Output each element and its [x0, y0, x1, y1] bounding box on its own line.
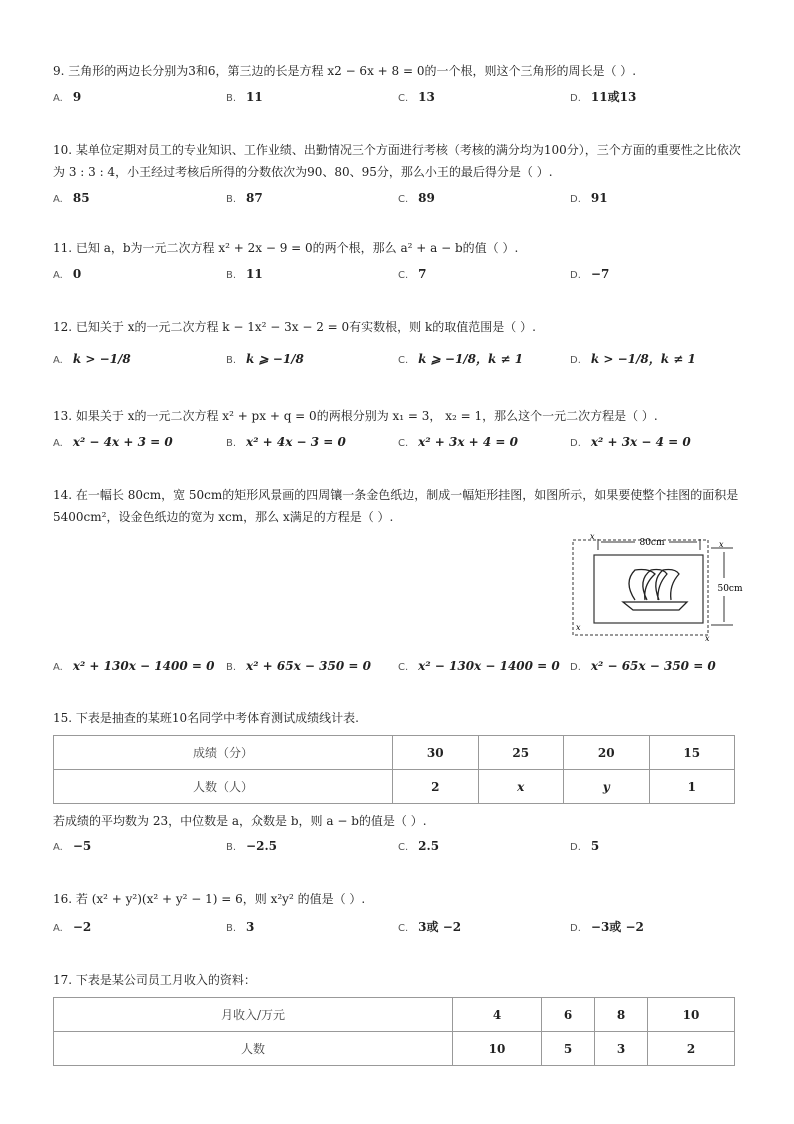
x-label: x: [705, 634, 710, 643]
option-b[interactable]: B. 11: [226, 90, 263, 104]
option-d[interactable]: D. −7: [570, 267, 610, 281]
outer-frame: [573, 540, 708, 635]
options: [53, 655, 743, 677]
options: [53, 187, 743, 209]
option-d[interactable]: D. 5: [570, 839, 600, 853]
options: [53, 263, 743, 285]
option-c[interactable]: C. x² + 3x + 4 = 0: [398, 435, 519, 449]
option-c[interactable]: C. k ⩾ −1/8，k ≠ 1: [398, 352, 524, 366]
option-b[interactable]: B. x² + 4x − 3 = 0: [226, 435, 346, 449]
options: [53, 835, 743, 857]
options: [53, 86, 743, 108]
option-a[interactable]: A. x² − 4x + 3 = 0: [53, 435, 173, 449]
question-14-options: [53, 655, 743, 677]
picture-frame-figure: [563, 530, 743, 650]
table-header-cell: 月收入/万元: [54, 998, 453, 1032]
score-table: [53, 735, 735, 804]
question-11: [53, 237, 743, 285]
table-cell: 2: [648, 1032, 735, 1066]
table-header-cell: 人数（人）: [54, 770, 393, 804]
option-b[interactable]: B. x² + 65x − 350 = 0: [226, 659, 371, 673]
option-b[interactable]: B. −2.5: [226, 839, 277, 853]
question-16: [53, 888, 743, 938]
table-header-cell: 成绩（分）: [54, 736, 393, 770]
option-d[interactable]: D. 11或13: [570, 90, 637, 104]
option-a[interactable]: A. 9: [53, 90, 82, 104]
question-15: [53, 707, 743, 729]
option-d[interactable]: D. k > −1/8，k ≠ 1: [570, 352, 696, 366]
options: [53, 916, 743, 938]
x-label: x: [576, 623, 581, 632]
income-table: [53, 997, 735, 1066]
option-b[interactable]: B. 87: [226, 191, 263, 205]
option-a[interactable]: A. k > −1/8: [53, 352, 131, 366]
table-row: [54, 998, 735, 1032]
sailboat-drawing: [623, 570, 687, 611]
question-stem: 10. 某单位定期对员工的专业知识、工作业绩、出勤情况三个方面进行考核（考核的满分均为100分），三个方面的重要性之比依次为 3 : 3 : 4，小王经过考核后所得的分数依次为90、80、95分，那么小王的最后得分是（ ）.: [53, 143, 741, 179]
question-stem: 12. 已知关于 x的一元二次方程 k − 1x² − 3x − 2 = 0有实数根，则 k的取值范围是（ ）.: [53, 320, 536, 334]
question-stem: 16. 若 (x² + y²)(x² + y² − 1) = 6，则 x²y² 的值是（ ）.: [53, 892, 366, 906]
options: [53, 431, 743, 453]
table-cell: x: [478, 770, 564, 804]
option-a[interactable]: A. −5: [53, 839, 92, 853]
option-c[interactable]: C. 2.5: [398, 839, 440, 853]
option-c[interactable]: C. 89: [398, 191, 435, 205]
length-label: 80cm: [639, 538, 665, 548]
x-label: x: [719, 540, 724, 549]
option-b[interactable]: B. 11: [226, 267, 263, 281]
option-c[interactable]: C. x² − 130x − 1400 = 0: [398, 659, 560, 673]
question-13: [53, 405, 743, 453]
table-cell: 6: [542, 998, 595, 1032]
table-header-cell: 人数: [54, 1032, 453, 1066]
option-c[interactable]: C. 7: [398, 267, 427, 281]
question-stem: 9. 三角形的两边长分别为3和6，第三边的长是方程 x2 − 6x + 8 = 0的一个根，则这个三角形的周长是（ ）.: [53, 64, 637, 78]
table-cell: 8: [595, 998, 648, 1032]
table-cell: 30: [393, 736, 479, 770]
options: [53, 348, 743, 370]
table-cell: 4: [453, 998, 542, 1032]
question-stem: 17. 下表是某公司员工月收入的资料：: [53, 973, 256, 987]
question-9: [53, 60, 743, 108]
x-label: x: [590, 532, 595, 541]
table-cell: y: [564, 770, 650, 804]
option-a[interactable]: A. x² + 130x − 1400 = 0: [53, 659, 215, 673]
question-stem: 14. 在一幅长 80cm，宽 50cm的矩形风景画的四周镶一条金色纸边，制成一幅矩形挂图，如图所示，如果要使整个挂图的面积是 5400cm²，设金色纸边的宽为 xcm，那么 x满足的方程是（ ）.: [53, 488, 739, 524]
question-stem: 15. 下表是抽查的某班10名同学中考体育测试成绩线计表.: [53, 711, 359, 725]
option-d[interactable]: D. x² + 3x − 4 = 0: [570, 435, 691, 449]
question-15-after: [53, 810, 743, 857]
table-row: [54, 770, 735, 804]
table-cell: 20: [564, 736, 650, 770]
painting-border: [594, 555, 703, 623]
question-10: [53, 139, 743, 209]
table-cell: 2: [393, 770, 479, 804]
option-d[interactable]: D. 91: [570, 191, 608, 205]
question-stem: 11. 已知 a，b为一元二次方程 x² + 2x − 9 = 0的两个根，那么 a² + a − b的值（ ）.: [53, 241, 519, 255]
table-cell: 10: [453, 1032, 542, 1066]
table-cell: 1: [649, 770, 735, 804]
table-cell: 15: [649, 736, 735, 770]
option-c[interactable]: C. 3或 −2: [398, 920, 462, 934]
option-b[interactable]: B. k ⩾ −1/8: [226, 352, 304, 366]
option-d[interactable]: D. x² − 65x − 350 = 0: [570, 659, 716, 673]
question-stem: 13. 如果关于 x的一元二次方程 x² + px + q = 0的两根分别为 x₁ = 3， x₂ = 1，那么这个一元二次方程是（ ）.: [53, 409, 658, 423]
option-a[interactable]: A. 0: [53, 267, 82, 281]
question-12: [53, 316, 743, 370]
option-a[interactable]: A. 85: [53, 191, 90, 205]
table-row: [54, 736, 735, 770]
table-row: [54, 1032, 735, 1066]
question-17: [53, 969, 743, 991]
table-cell: 10: [648, 998, 735, 1032]
table-cell: 5: [542, 1032, 595, 1066]
question-text: 若成绩的平均数为 23，中位数是 a，众数是 b，则 a − b的值是（ ）.: [53, 814, 427, 828]
option-d[interactable]: D. −3或 −2: [570, 920, 644, 934]
question-14: [53, 484, 743, 528]
option-a[interactable]: A. −2: [53, 920, 92, 934]
option-b[interactable]: B. 3: [226, 920, 255, 934]
option-c[interactable]: C. 13: [398, 90, 435, 104]
table-cell: 25: [478, 736, 564, 770]
width-label: 50cm: [717, 584, 743, 594]
table-cell: 3: [595, 1032, 648, 1066]
